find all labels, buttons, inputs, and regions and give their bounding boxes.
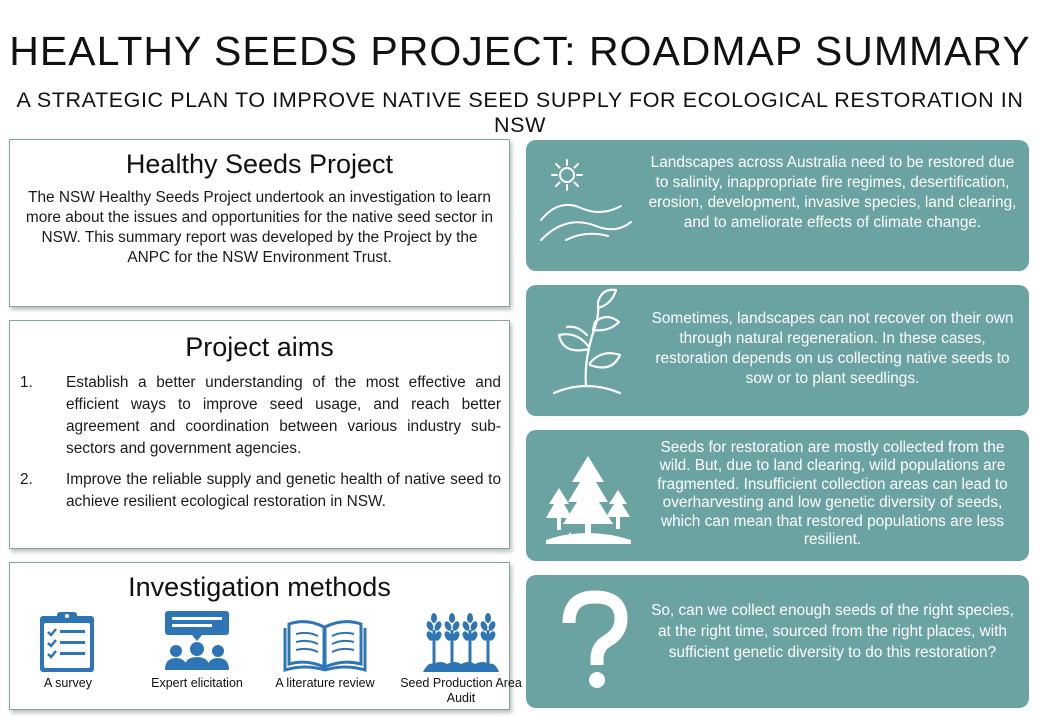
methods-row [10, 608, 522, 708]
aim-item [10, 372, 509, 460]
aim-text: Improve the reliable supply and genetic health of native seed to achieve resilient ecological restoration in NSW. [66, 471, 501, 510]
panel-text: Landscapes across Australia need to be restored due to salinity, inappropriate fire regimes, desertification, erosion, development, invasive species, land clearing, and to ameliorate effects of climate change. [648, 154, 1017, 231]
seedling-icon [536, 285, 636, 416]
project-aims-box [9, 320, 510, 549]
aim-text: Establish a better understanding of the most effective and efficient ways to improve seed usage, and reach better agreement and coordination between various industry sub-sectors and government agencies. [66, 374, 501, 457]
project-intro-text: The NSW Healthy Seeds Project undertook an investigation to learn more about the issues and opportunities for the native seed sector in NSW. This summary report was developed by the Project by the ANPC for the NSW Environment Trust. [25, 189, 494, 266]
investigation-methods-heading: Investigation methods [128, 572, 391, 602]
sun-landscape-icon [536, 140, 636, 271]
wild-collection-panel [526, 430, 1029, 561]
method-literature-review [260, 608, 390, 708]
natural-regeneration-panel [526, 285, 1029, 416]
project-intro-heading: Healthy Seeds Project [125, 149, 394, 179]
method-label: Seed Production Area Audit [400, 676, 522, 705]
pine-trees-icon [536, 430, 636, 561]
method-seed-production-audit [396, 608, 526, 708]
question-mark-icon [536, 575, 636, 708]
project-intro-box [9, 139, 510, 307]
clipboard-checklist-icon [3, 610, 133, 672]
method-label: A literature review [275, 676, 375, 690]
key-question-panel [526, 575, 1029, 708]
method-label: A survey [44, 676, 92, 690]
method-survey [3, 608, 133, 708]
open-book-icon [260, 610, 390, 672]
method-expert-elicitation [132, 608, 262, 708]
aim-number: 1. [20, 374, 33, 391]
project-aims-heading: Project aims [185, 332, 334, 362]
wheat-field-icon [396, 610, 526, 672]
page-title: HEALTHY SEEDS PROJECT: ROADMAP SUMMARY [9, 28, 1031, 74]
aim-item [10, 469, 509, 513]
aim-number: 2. [20, 471, 33, 488]
restoration-need-panel [526, 140, 1029, 271]
method-label: Expert elicitation [151, 676, 243, 690]
panel-text: Seeds for restoration are mostly collected from the wild. But, due to land clearing, wild populations are fragmented. Insufficient collection areas can lead to overharvesting and low genetic diversity of seeds, which can mean that restored populations are less resilient. [657, 439, 1008, 549]
group-discussion-icon [132, 610, 262, 672]
investigation-methods-box [9, 562, 522, 710]
panel-text: So, can we collect enough seeds of the right species, at the right time, sourced from the right places, with sufficient genetic diversity to do this restoration? [651, 602, 1014, 661]
panel-text: Sometimes, landscapes can not recover on their own through natural regeneration. In these cases, restoration depends on us collecting native seeds to sow or to plant seedlings. [651, 310, 1014, 387]
page-subtitle: A STRATEGIC PLAN TO IMPROVE NATIVE SEED SUPPLY FOR ECOLOGICAL RESTORATION IN NSW [16, 88, 1024, 137]
